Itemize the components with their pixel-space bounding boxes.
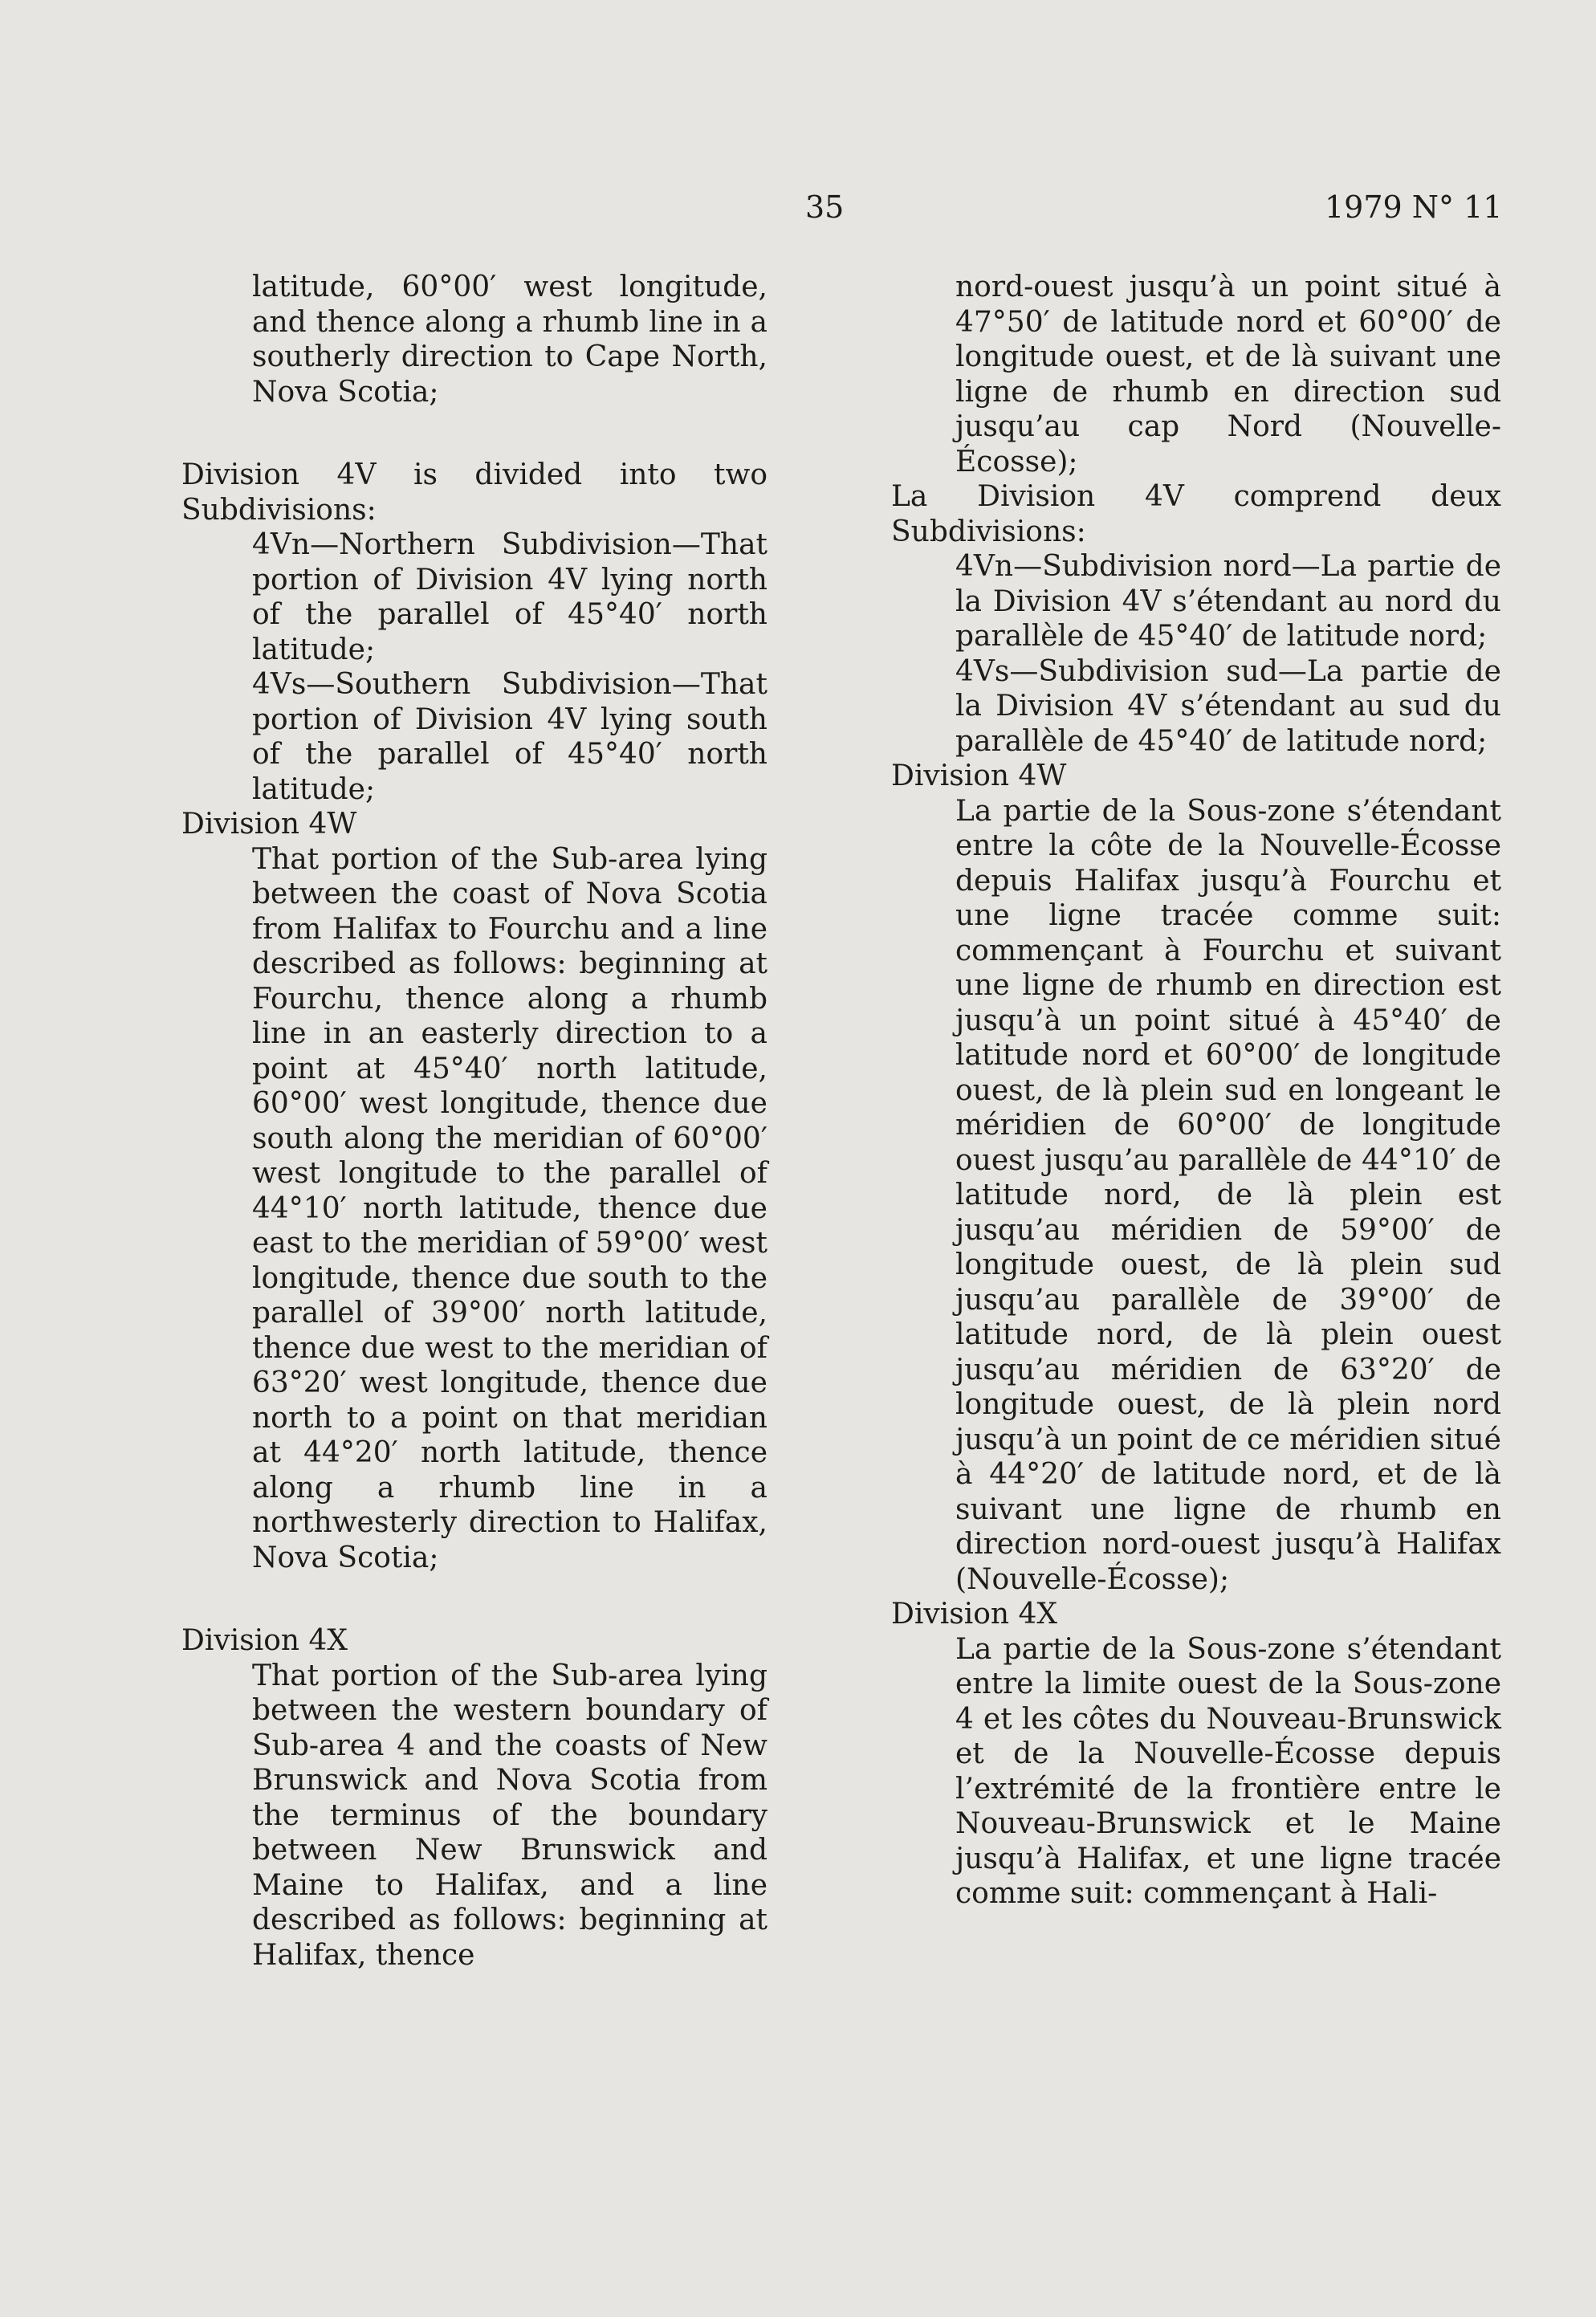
page-header [0, 189, 1596, 238]
en-div4w-text: That portion of the Sub-area lying between the coast of Nova Scotia from Halifax to Fourchu and a line described as follows: beginning at Fourchu, thence along a rhumb line in an easterly direction to a point at 45°40′ north latitude, 60°00′ west longitude, thence due south along the meridian of 60°00′ west longitude to the parallel of 44°10′ north latitude, thence due east to the meridian of 59°00′ west longitude, thence due south to the parallel of 39°00′ north latitude, thence due west to the meridian of 63°20′ west longitude, thence due north to a point on that meridian at 44°20′ north latitude, thence along a rhumb line in a northwesterly direction to Halifax, Nova Scotia; [252, 842, 767, 1574]
fr-continuation: nord-ouest jusqu’à un point situé à 47°50′ de latitude nord et 60°00′ de longitude ouest, et de là suivant une ligne de rhumb en direction sud jusqu’au cap Nord (Nouvelle-Écosse); [955, 271, 1501, 478]
page-number: 35 [805, 189, 845, 225]
fr-div4w-text: La partie de la Sous-zone s’étendant entre la côte de la Nouvelle-Écosse depuis Halifax jusqu’à Fourchu et une ligne tracée comme suit: commençant à Fourchu et suivant une ligne de rhumb en direction est jusqu’à un point situé à 45°40′ de latitude nord et 60°00′ de longitude ouest, de là plein sud en longeant le méridien de 60°00′ de longitude ouest jusqu’au parallèle de 44°10′ de latitude nord, de là plein est jusqu’au méridien de 59°00′ de longitude ouest, de là plein sud jusqu’au parallèle de 39°00′ de latitude nord, de là plein ouest jusqu’au méridien de 63°20′ de longitude ouest, de là plein nord jusqu’à un point de ce méridien situé à 44°20′ de latitude nord, et de là suivant une ligne de rhumb en direction nord-ouest jusqu’à Halifax (Nouvelle-Écosse); [955, 794, 1501, 1596]
english-column [181, 270, 767, 1973]
fr-div4x-heading: Division 4X [891, 1598, 1058, 1631]
en-continuation: latitude, 60°00′ west longitude, and thence along a rhumb line in a southerly direction to Cape North, Nova Scotia; [252, 271, 767, 409]
fr-div4vn: 4Vn—Subdivision nord—La partie de la Division 4V s’étendant au nord du parallèle de 45°40′ de latitude nord; [955, 550, 1501, 653]
en-div4x-text: That portion of the Sub-area lying between the western boundary of Sub-area 4 and the coasts of New Brunswick and Nova Scotia from the terminus of the boundary between New Brunswick and Maine to Halifax, and a line described as follows: beginning at Halifax, thence [252, 1659, 767, 1972]
en-div4vs: 4Vs—Southern Subdivision—That portion of Division 4V lying south of the parallel of 45°40′ north latitude; [252, 668, 767, 806]
fr-div4v-intro: La Division 4V comprend deux Subdivisions: [891, 480, 1501, 548]
fr-div4w-heading: Division 4W [891, 759, 1067, 792]
en-div4vn: 4Vn—Northern Subdivision—That portion of Division 4V lying north of the parallel of 45°40′ north latitude; [252, 528, 767, 666]
french-column [891, 270, 1501, 1912]
en-div4x-heading: Division 4X [181, 1624, 348, 1657]
en-div4v-intro: Division 4V is divided into two Subdivisions: [181, 458, 767, 527]
en-div4w-heading: Division 4W [181, 808, 357, 841]
fr-div4vs: 4Vs—Subdivision sud—La partie de la Division 4V s’étendant au sud du parallèle de 45°40′ de latitude nord; [955, 654, 1501, 758]
issue-label: 1979 N° 11 [1325, 189, 1503, 225]
fr-div4x-text: La partie de la Sous-zone s’étendant entre la limite ouest de la Sous-zone 4 et les côtes du Nouveau-Brunswick et de la Nouvelle-Écosse depuis l’extrémité de la frontière entre le Nouveau-Brunswick et le Maine jusqu’à Halifax, et une ligne tracée comme suit: commençant à Hali- [955, 1632, 1501, 1910]
